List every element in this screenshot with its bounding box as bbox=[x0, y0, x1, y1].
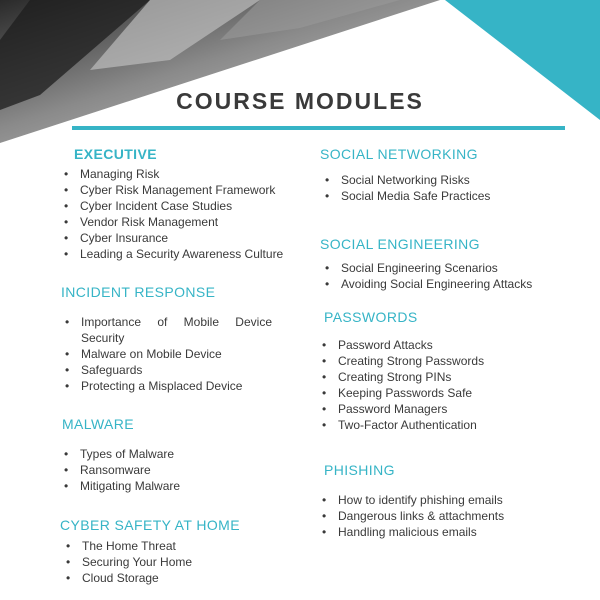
list-item: • Cyber Incident Case Studies bbox=[60, 198, 320, 214]
list-item: • Leading a Security Awareness Culture bbox=[60, 246, 320, 262]
social-networking-list bbox=[321, 172, 581, 204]
social-engineering-list bbox=[321, 260, 586, 292]
page-title: COURSE MODULES bbox=[176, 88, 424, 114]
list-item: • Password Managers bbox=[318, 401, 578, 417]
list-item: • Malware on Mobile Device bbox=[61, 346, 272, 362]
list-item: • Social Networking Risks bbox=[321, 172, 581, 188]
list-item: • Cyber Risk Management Framework bbox=[60, 182, 320, 198]
cyber-safety-at-home-list bbox=[62, 538, 292, 586]
list-item: • Mitigating Malware bbox=[60, 478, 290, 494]
section-heading-incident-response: INCIDENT RESPONSE bbox=[61, 284, 216, 300]
incident-response-list bbox=[61, 314, 272, 394]
list-item: • Cyber Insurance bbox=[60, 230, 320, 246]
list-item: • Securing Your Home bbox=[62, 554, 292, 570]
malware-list bbox=[60, 446, 290, 494]
section-heading-social-networking: SOCIAL NETWORKING bbox=[320, 146, 478, 162]
list-item: • The Home Threat bbox=[62, 538, 292, 554]
passwords-list bbox=[318, 337, 578, 433]
list-item: • Creating Strong PINs bbox=[318, 369, 578, 385]
executive-list bbox=[60, 166, 320, 262]
section-heading-executive: EXECUTIVE bbox=[74, 146, 157, 162]
list-item: • Managing Risk bbox=[60, 166, 320, 182]
list-item: • Importance of Mobile Device Security bbox=[61, 314, 272, 346]
section-heading-passwords: PASSWORDS bbox=[324, 309, 418, 325]
list-item: • Keeping Passwords Safe bbox=[318, 385, 578, 401]
list-item: • Creating Strong Passwords bbox=[318, 353, 578, 369]
list-item: • Two-Factor Authentication bbox=[318, 417, 578, 433]
list-item: • Social Media Safe Practices bbox=[321, 188, 581, 204]
phishing-list bbox=[318, 492, 578, 540]
list-item: • Types of Malware bbox=[60, 446, 290, 462]
list-item: • Protecting a Misplaced Device bbox=[61, 378, 272, 394]
section-heading-phishing: PHISHING bbox=[324, 462, 395, 478]
list-item: • Ransomware bbox=[60, 462, 290, 478]
list-item: • Handling malicious emails bbox=[318, 524, 578, 540]
section-heading-cyber-safety-at-home: CYBER SAFETY AT HOME bbox=[60, 517, 240, 533]
list-item: • Dangerous links & attachments bbox=[318, 508, 578, 524]
list-item: • How to identify phishing emails bbox=[318, 492, 578, 508]
section-heading-social-engineering: SOCIAL ENGINEERING bbox=[320, 236, 480, 252]
list-item: • Vendor Risk Management bbox=[60, 214, 320, 230]
list-item: • Cloud Storage bbox=[62, 570, 292, 586]
list-item: • Password Attacks bbox=[318, 337, 578, 353]
list-item: • Safeguards bbox=[61, 362, 272, 378]
section-heading-malware: MALWARE bbox=[62, 416, 135, 432]
title-underline bbox=[72, 126, 565, 130]
list-item: • Social Engineering Scenarios bbox=[321, 260, 586, 276]
list-item: • Avoiding Social Engineering Attacks bbox=[321, 276, 586, 292]
